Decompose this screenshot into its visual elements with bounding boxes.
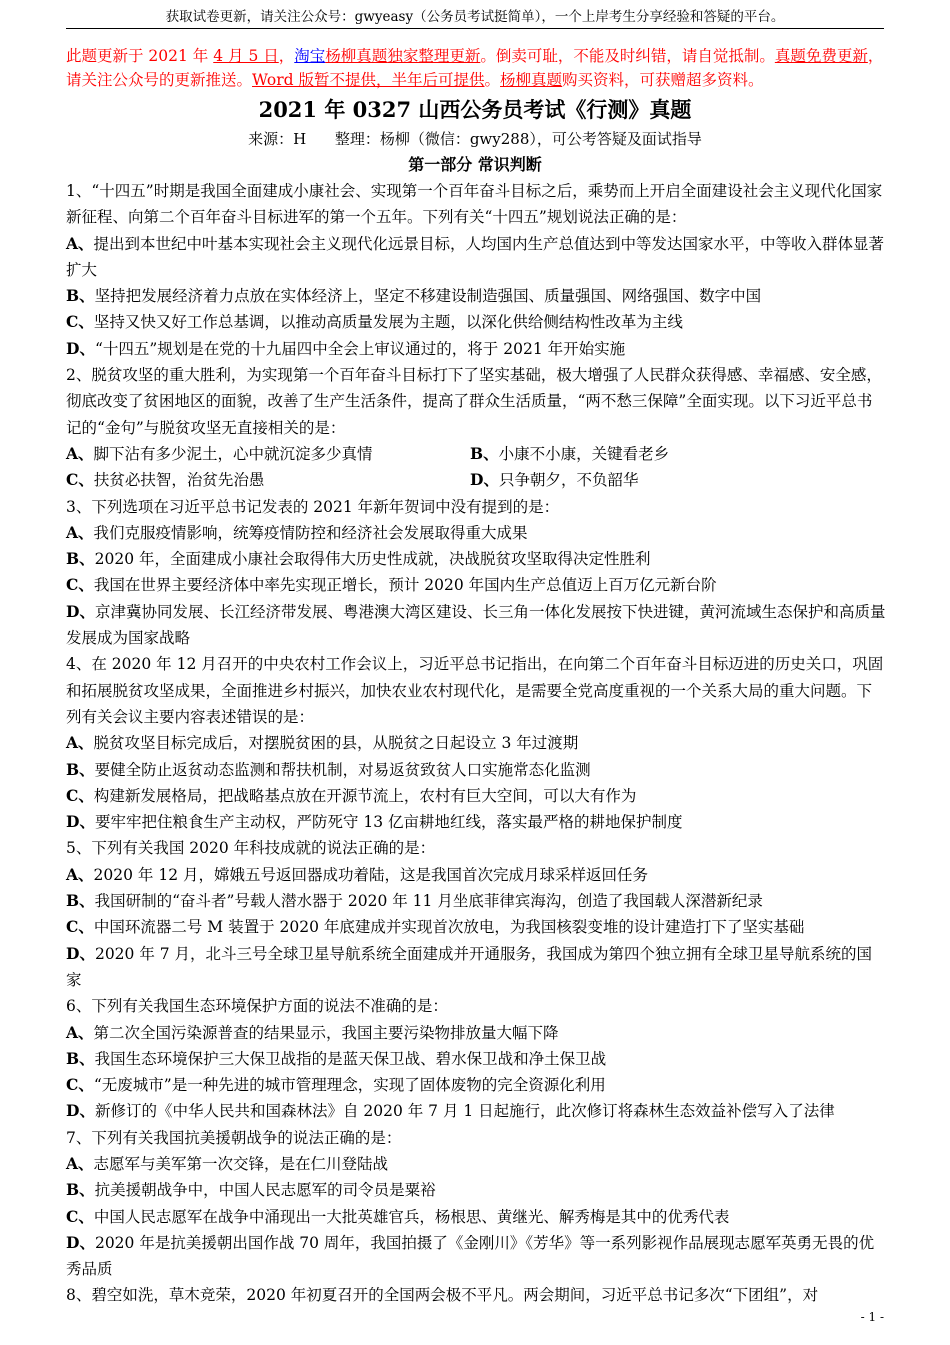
option-text: 2020 年是抗美援朝出国作战 70 周年，我国拍摄了《金刚川》《芳华》等一系列影视作品展现志愿军英勇无畏的优秀品质 xyxy=(66,1233,875,1279)
option-letter: C、 xyxy=(66,917,94,937)
option-letter: C、 xyxy=(66,1075,94,1095)
option-letter: D、 xyxy=(66,1232,95,1252)
option-letter: A、 xyxy=(66,1153,94,1173)
answer-option xyxy=(66,1072,886,1098)
answer-option xyxy=(66,572,886,598)
question-stem: 5、下列有关我国 2020 年科技成就的说法正确的是： xyxy=(66,839,436,858)
option-text: 要牢牢把住粮食生产主动权，严防死守 13 亿亩耕地红线，落实最严格的耕地保护制度 xyxy=(94,813,683,832)
option-letter: D、 xyxy=(470,470,499,490)
answer-option xyxy=(66,1098,886,1124)
option-text: 2020 年 7 月，北斗三号全球卫星导航系统全面建成并开通服务，我国成为第四个独立拥有全球卫星导航系统的国家 xyxy=(66,944,873,989)
page-number: - 1 - xyxy=(860,1310,884,1324)
question-stem: 7、下列有关我国抗美援朝战争的说法正确的是： xyxy=(66,1128,402,1147)
answer-option xyxy=(66,1204,886,1230)
option-text: 2020 年，全面建成小康社会取得伟大历史性成就，决战脱贫攻坚取得决定性胜利 xyxy=(94,550,651,569)
option-text: 中国环流器二号 M 装置于 2020 年底建成并实现首次放电，为我国核裂变堆的设计建造打下了坚实基础 xyxy=(93,918,805,937)
answer-option xyxy=(66,546,886,572)
answer-option xyxy=(66,231,886,284)
option-text: 提出到本世纪中叶基本实现社会主义现代化远景目标，人均国内生产总值达到中等发达国家水平，中等收入群体显著扩大 xyxy=(66,234,885,279)
option-text: 第二次全国污染源普查的结果显示，我国主要污染物排放量大幅下降 xyxy=(93,1023,559,1042)
answer-option xyxy=(66,1046,886,1072)
option-letter: B、 xyxy=(66,1180,95,1200)
question-list xyxy=(66,178,886,1309)
question-stem: 3、下列选项在习近平总书记发表的 2021 年新年贺词中没有提到的是： xyxy=(66,497,560,516)
question-stem: 1、“十四五”时期是我国全面建成小康社会、实现第一个百年奋斗目标之后，乘势而上开启全面建设社会主义现代化国家新征程、向第二个百年奋斗目标进军的第一个五年。下列有关“十四五”规划说法正确的是： xyxy=(66,182,883,227)
option-text: 坚持把发展经济着力点放在实体经济上，坚定不移建设制造强国、质量强国、网络强国、数字中国 xyxy=(94,287,762,306)
notice-text: 此题更新于 2021 年 xyxy=(66,47,209,65)
option-letter: D、 xyxy=(66,601,95,621)
question-stem: 2、脱贫攻坚的重大胜利，为实现第一个百年奋斗目标打下了坚实基础，极大增强了人民群众获得感、幸福感、安全感，彻底改变了贫困地区的面貌，改善了生产生活条件，提高了群众生活质量，“两不愁三保障”全面实现。以下习近平总书记的“金句”与脱贫攻坚无直接相关的是： xyxy=(66,366,882,437)
notice-text: 。倒卖可耻，不能及时纠错，请自觉抵制。 xyxy=(480,47,775,65)
answer-option xyxy=(66,309,886,335)
answer-option xyxy=(66,467,470,493)
answer-option xyxy=(66,914,886,940)
option-letter: C、 xyxy=(66,785,94,805)
answer-option xyxy=(66,757,886,783)
option-text: 我国研制的“奋斗者”号载人潜水器于 2020 年 11 月坐底菲律宾海沟，创造了我国载人深潜新纪录 xyxy=(94,892,763,911)
notice-text: 。 xyxy=(484,71,501,89)
option-text: 新修订的《中华人民共和国森林法》自 2020 年 7 月 1 日起施行，此次修订将森林生态效益补偿写入了法律 xyxy=(94,1102,835,1121)
answer-option xyxy=(66,730,886,756)
option-letter: C、 xyxy=(66,470,94,490)
section-heading: 第一部分 常识判断 xyxy=(408,155,542,174)
option-text: “无废城市”是一种先进的城市管理理念，实现了固体废物的完全资源化利用 xyxy=(93,1076,606,1095)
notice-link-yangliu-2[interactable]: 杨柳真题 xyxy=(500,71,563,89)
option-letter: D、 xyxy=(66,1101,95,1121)
update-notice xyxy=(66,44,886,92)
option-letter: B、 xyxy=(66,549,95,569)
option-text: 扶贫必扶智，治贫先治愚 xyxy=(93,471,265,490)
option-text: 我国生态环境保护三大保卫战指的是蓝天保卫战、碧水保卫战和净土保卫战 xyxy=(94,1049,607,1068)
answer-option xyxy=(66,1020,886,1046)
option-letter: D、 xyxy=(66,943,95,963)
option-text: 要健全防止返贫动态监测和帮扶机制，对易返贫致贫人口实施常态化监测 xyxy=(94,760,591,779)
notice-text: 购买资料，可获赠超多资料。 xyxy=(562,71,764,89)
option-text: “十四五”规划是在党的十九届四中全会上审议通过的，将于 2021 年开始实施 xyxy=(94,339,626,358)
answer-option xyxy=(66,336,886,362)
answer-option xyxy=(66,862,886,888)
option-letter: B、 xyxy=(66,759,95,779)
answer-option xyxy=(66,783,886,809)
answer-option xyxy=(66,809,886,835)
option-text: 只争朝夕，不负韶华 xyxy=(498,471,639,490)
notice-link-yangliu[interactable]: 杨柳真题 xyxy=(325,47,388,65)
notice-date: 4 月 5 日 xyxy=(213,47,279,65)
notice-link-free-update[interactable]: 真题免费更新 xyxy=(774,47,868,65)
option-text: 我国在世界主要经济体中率先实现正增长，预计 2020 年国内生产总值迈上百万亿元新台阶 xyxy=(93,576,717,595)
option-text: 脱贫攻坚目标完成后，对摆脱贫困的县，从脱贫之日起设立 3 年过渡期 xyxy=(93,734,579,753)
option-letter: B、 xyxy=(66,1048,95,1068)
page-header: 获取试卷更新，请关注公众号：gwyeasy（公务员考试挺简单），一个上岸考生分享经验和答疑的平台。 xyxy=(66,6,884,29)
option-text: 小康不小康，关键看老乡 xyxy=(498,444,670,463)
answer-option xyxy=(66,520,886,546)
notice-word-version: Word 版暂不提供，半年后可提供 xyxy=(252,71,485,89)
option-letter: B、 xyxy=(66,891,95,911)
option-letter: A、 xyxy=(66,1022,94,1042)
answer-option xyxy=(66,941,886,994)
option-letter: A、 xyxy=(66,864,94,884)
option-text: 抗美援朝战争中，中国人民志愿军的司令员是粟裕 xyxy=(94,1181,436,1200)
notice-text: ，请关注公众号的更新推送。 xyxy=(66,47,884,89)
option-letter: C、 xyxy=(66,312,94,332)
answer-option xyxy=(66,283,886,309)
source-line: 来源：H 整理：杨柳（微信：gwy288），可公考答疑及面试指导 xyxy=(248,130,702,148)
option-letter: A、 xyxy=(66,233,94,253)
notice-link-taobao[interactable]: 淘宝 xyxy=(294,47,326,65)
option-letter: B、 xyxy=(66,286,95,306)
option-text: 中国人民志愿军在战争中涌现出一大批英雄官兵，杨根思、黄继光、解秀梅是其中的优秀代表 xyxy=(93,1207,730,1226)
answer-option xyxy=(470,441,874,467)
option-letter: D、 xyxy=(66,338,95,358)
option-letter: A、 xyxy=(66,443,94,463)
option-text: 构建新发展格局，把战略基点放在开源节流上，农村有巨大空间，可以大有作为 xyxy=(93,786,637,805)
answer-option xyxy=(66,1230,886,1283)
notice-link-exclusive[interactable]: 独家整理更新 xyxy=(387,47,481,65)
answer-option xyxy=(66,1177,886,1203)
answer-option xyxy=(66,888,886,914)
answer-option xyxy=(470,467,874,493)
option-text: 2020 年 12 月，嫦娥五号返回器成功着陆，这是我国首次完成月球采样返回任务 xyxy=(93,865,648,884)
option-text: 坚持又快又好工作总基调，以推动高质量发展为主题，以深化供给侧结构性改革为主线 xyxy=(93,313,683,332)
question-stem: 4、在 2020 年 12 月召开的中央农村工作会议上，习近平总书记指出，在向第二个百年奋斗目标迈进的历史关口，巩固和拓展脱贫攻坚成果，全面推进乡村振兴，加快农业农村现代化，是需要全党高度重视的一个关系大局的重大问题。下列有关会议主要内容表述错误的是： xyxy=(66,655,884,726)
option-text: 脚下沾有多少泥土，心中就沉淀多少真情 xyxy=(93,444,373,463)
answer-option-row xyxy=(66,441,886,467)
option-text: 京津冀协同发展、长江经济带发展、粤港澳大湾区建设、长三角一体化发展按下快进键，黄河流域生态保护和高质量发展成为国家战略 xyxy=(66,602,886,648)
option-letter: A、 xyxy=(66,733,94,753)
option-text: 志愿军与美军第一次交锋，是在仁川登陆战 xyxy=(93,1154,389,1173)
answer-option-row xyxy=(66,467,886,493)
answer-option xyxy=(66,599,886,652)
option-text: 我们克服疫情影响，统筹疫情防控和经济社会发展取得重大成果 xyxy=(93,523,528,542)
option-letter: C、 xyxy=(66,1206,94,1226)
question-stem: 8、碧空如洗，草木竞荣，2020 年初夏召开的全国两会极不平凡。两会期间，习近平总书记多次“下团组”，对 xyxy=(66,1286,819,1305)
question-stem: 6、下列有关我国生态环境保护方面的说法不准确的是： xyxy=(66,997,448,1016)
page-title: 2021 年 0327 山西公务员考试《行测》真题 xyxy=(258,97,692,122)
option-letter: C、 xyxy=(66,575,94,595)
option-letter: A、 xyxy=(66,522,94,542)
option-letter: D、 xyxy=(66,812,95,832)
notice-text: ， xyxy=(278,47,295,65)
answer-option xyxy=(66,441,470,467)
option-letter: B、 xyxy=(470,443,499,463)
answer-option xyxy=(66,1151,886,1177)
